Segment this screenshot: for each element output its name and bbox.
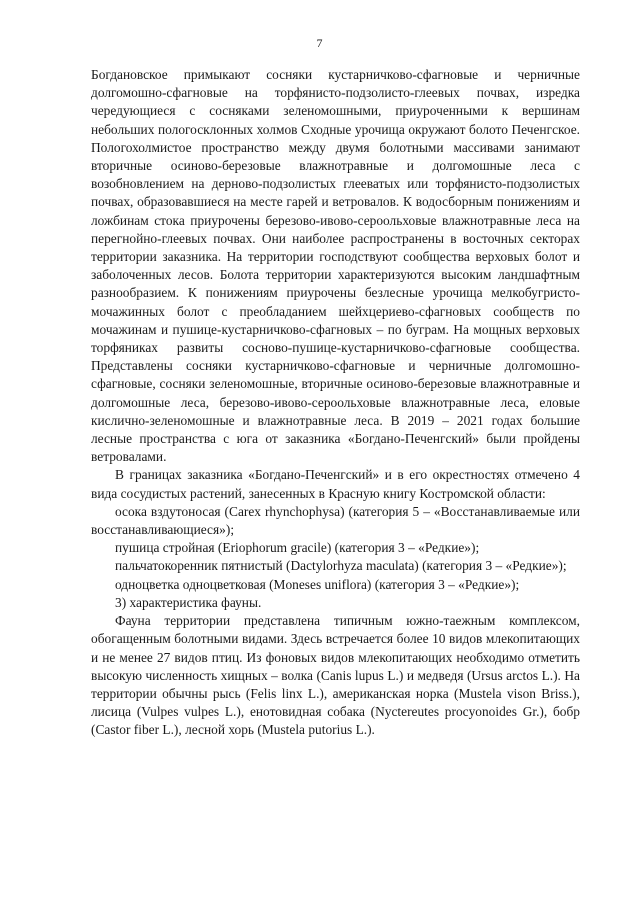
list-item-carex: осока вздутоносая (Carex rhynchophysa) (категория 5 – «Восстанавливаемые или восстанавливающиеся»); (91, 503, 580, 538)
document-body (91, 66, 580, 740)
section-heading-fauna: 3) характеристика фауны. (115, 594, 262, 610)
paragraph-red-book-intro: В границах заказника «Богдано-Печенгский» и в его окрестностях отмечено 4 вида сосудистых растений, занесенных в Красную книгу Костромской области: (91, 467, 580, 501)
list-item-dactylorhyza: пальчатокоренник пятнистый (Dactylorhyza maculata) (категория 3 – «Редкие»); (115, 558, 567, 574)
page-number: 7 (316, 36, 323, 50)
paragraph-fauna: Фауна территории представлена типичным южно-таежным комплексом, обогащенным болотными видами. Здесь встречается более 10 видов млекопитающих и не менее 27 видов птиц. Из фоновых видов млекопитающих необходимо отметить высокую численность хищных – волка (Canis lupus L.) и медведя (Ursus arctos L.). На территории обычны рысь (Felis linx L.), американская норка (Mustela vison Briss.), лисица (Vulpes vulpes L.), енотовидная собака (Nyctereutes procyonoides Gr.), бобр (Castor fiber L.), лесной хорь (Mustela putorius L.). (91, 613, 580, 738)
paragraph-vegetation: Богдановское примыкают сосняки кустарничково-сфагновые и черничные долгомошно-сфагновые на торфянисто-подзолисто-глеевых почвах, изредка чередующиеся с сосняками зеленомошными, приуроченными к вершинам небольших пологосклонных холмов Сходные урочища окружают болото Печенгское. Пологохолмистое пространство между двумя болотными массивами занимают вторичные осиново-березовые влажнотравные и долгомошные леса с возобновлением на дерново-подзолистых глееватых или торфянисто-подзолистых почвах, образовавшиеся на месте гарей и ветровалов. К водосборным понижениям и ложбинам стока приурочены березово-ивово-сероольховые влажнотравные леса на перегнойно-глеевых почвах. Они наиболее распространены в восточных секторах территории заказника. На территории господствуют сообщества верховых болот и заболоченных лесов. Болота территории характеризуются высоким ландшафтным разнообразием. К понижениям приурочены безлесные урочища мелкобугристо-мочажинных болот с преобладанием шейхцериево-сфагновых сообществ по мочажинам и пушице-кустарничково-сфагновых – по буграм. На мощных верховых торфяниках развиты сосново-пушице-кустарничково-сфагновые сообщества. Представлены сосняки кустарничково-сфагновые и черничные долгомошно-сфагновые, сосняки зеленомошные, вторичные осиново-березовые влажнотравные и долгомошные леса, березово-ивово-сероольховые влажнотравные леса, еловые кислично-зеленомошные и влажнотравные леса. В 2019 – 2021 годах большие лесные пространства с юга от заказника «Богдано-Печенгский» были пройдены ветровалами. (91, 67, 580, 465)
list-item-moneses: одноцветка одноцветковая (Moneses uniflora) (категория 3 – «Редкие»); (115, 576, 520, 592)
list-item-eriophorum: пушица стройная (Eriophorum gracile) (категория 3 – «Редкие»); (115, 540, 480, 556)
